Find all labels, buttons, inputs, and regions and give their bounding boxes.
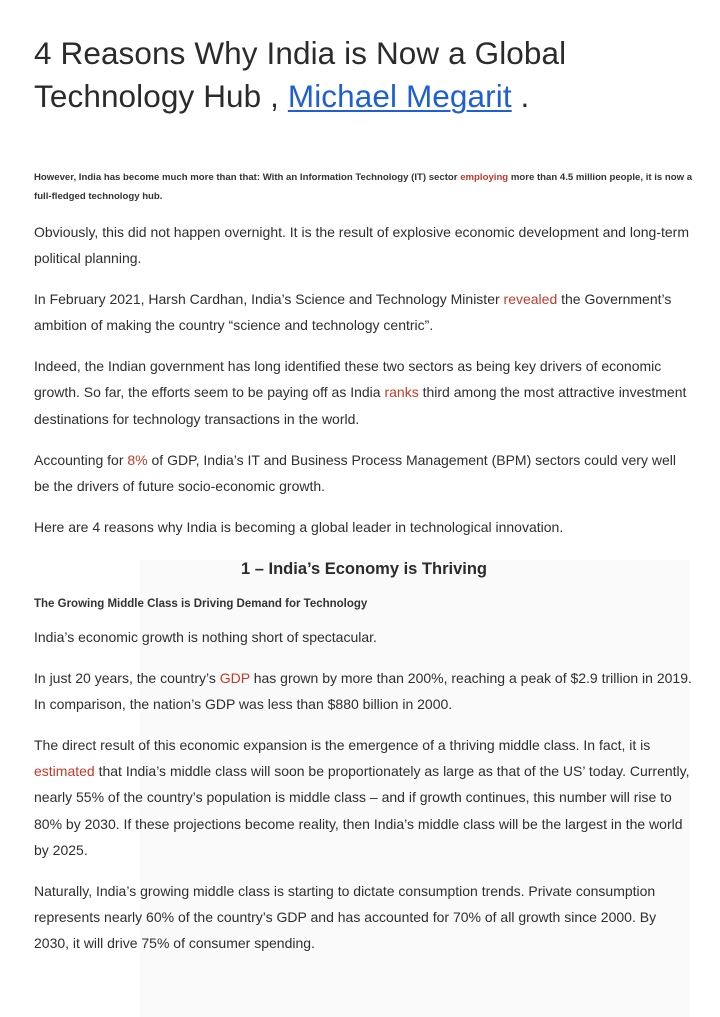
paragraph-6: India’s economic growth is nothing short of spectacular.	[34, 628, 377, 645]
paragraph-9: Naturally, India’s growing middle class is starting to dictate consumption trends. Private consumption represents nearly 60% of the country’s GDP and has accounted for 70% of all growth since 2000. By 2030, it will drive 75% of consumer spending.	[34, 882, 657, 952]
paragraph-5: Here are 4 reasons why India is becoming a global leader in technological innovation.	[34, 518, 564, 535]
gdp-link[interactable]: GDP	[219, 669, 250, 686]
title-text: 4 Reasons Why India is Now a Global Technology Hub ,	[34, 35, 567, 114]
ranks-link[interactable]: ranks	[384, 384, 419, 401]
paragraph-3	[34, 353, 694, 432]
section-subheading: The Growing Middle Class is Driving Demand for Technology	[34, 597, 368, 610]
gdp-share-link[interactable]: 8%	[127, 451, 148, 468]
p4-text: Accounting for	[34, 451, 128, 468]
author-link[interactable]: Michael Megarit	[287, 78, 512, 114]
p2-text: In February 2021, Harsh Cardhan, India’s Science and Technology Minister	[34, 291, 504, 308]
page-title	[34, 32, 694, 118]
intro-text: However, India has become much more than that: With an Information Technology (IT) sector	[34, 172, 461, 183]
employing-link[interactable]: employing	[460, 172, 509, 183]
p2-text-end: the Government’s ambition of making the country “science and technology centric”.	[34, 291, 672, 334]
paragraph-1: Obviously, this did not happen overnight. It is the result of explosive economic development and long-term political planning.	[34, 224, 689, 267]
estimated-link[interactable]: estimated	[34, 763, 95, 780]
p3-text: Indeed, the Indian government has long identified these two sectors as being key drivers of economic growth. So far, the efforts seem to be paying off as India	[34, 358, 662, 401]
paragraph-7	[34, 665, 694, 718]
section-heading: 1 – India’s Economy is Thriving	[240, 559, 488, 578]
article	[34, 32, 694, 957]
paragraph-8	[34, 732, 694, 863]
p7-text: In just 20 years, the country’s	[34, 669, 220, 686]
paragraph-2	[34, 286, 694, 339]
intro-text-end: more than 4.5 million people, it is now a full-fledged technology hub.	[34, 172, 693, 202]
revealed-link[interactable]: revealed	[503, 291, 558, 308]
p8-text: The direct result of this economic expansion is the emergence of a thriving middle class. In fact, it is	[34, 736, 651, 753]
intro-paragraph	[34, 168, 694, 206]
title-suffix: .	[511, 78, 530, 114]
p8-text-end: that India’s middle class will soon be proportionately as large as that of the US’ today. Currently, nearly 55% of the country’s population is middle class – and if growth continues, this number will rise to 80% by 2030. If these projections become reality, then India’s middle class will be the largest in the world by 2025.	[34, 763, 690, 859]
p4-text-end: of GDP, India’s IT and Business Process Management (BPM) sectors could very well be the drivers of future socio-economic growth.	[34, 451, 676, 494]
p3-text-end: third among the most attractive investment destinations for technology transactions in the world.	[34, 384, 687, 427]
p7-text-end: has grown by more than 200%, reaching a peak of $2.9 trillion in 2019. In comparison, the nation’s GDP was less than $880 billion in 2000.	[34, 669, 692, 713]
paragraph-4	[34, 447, 694, 500]
